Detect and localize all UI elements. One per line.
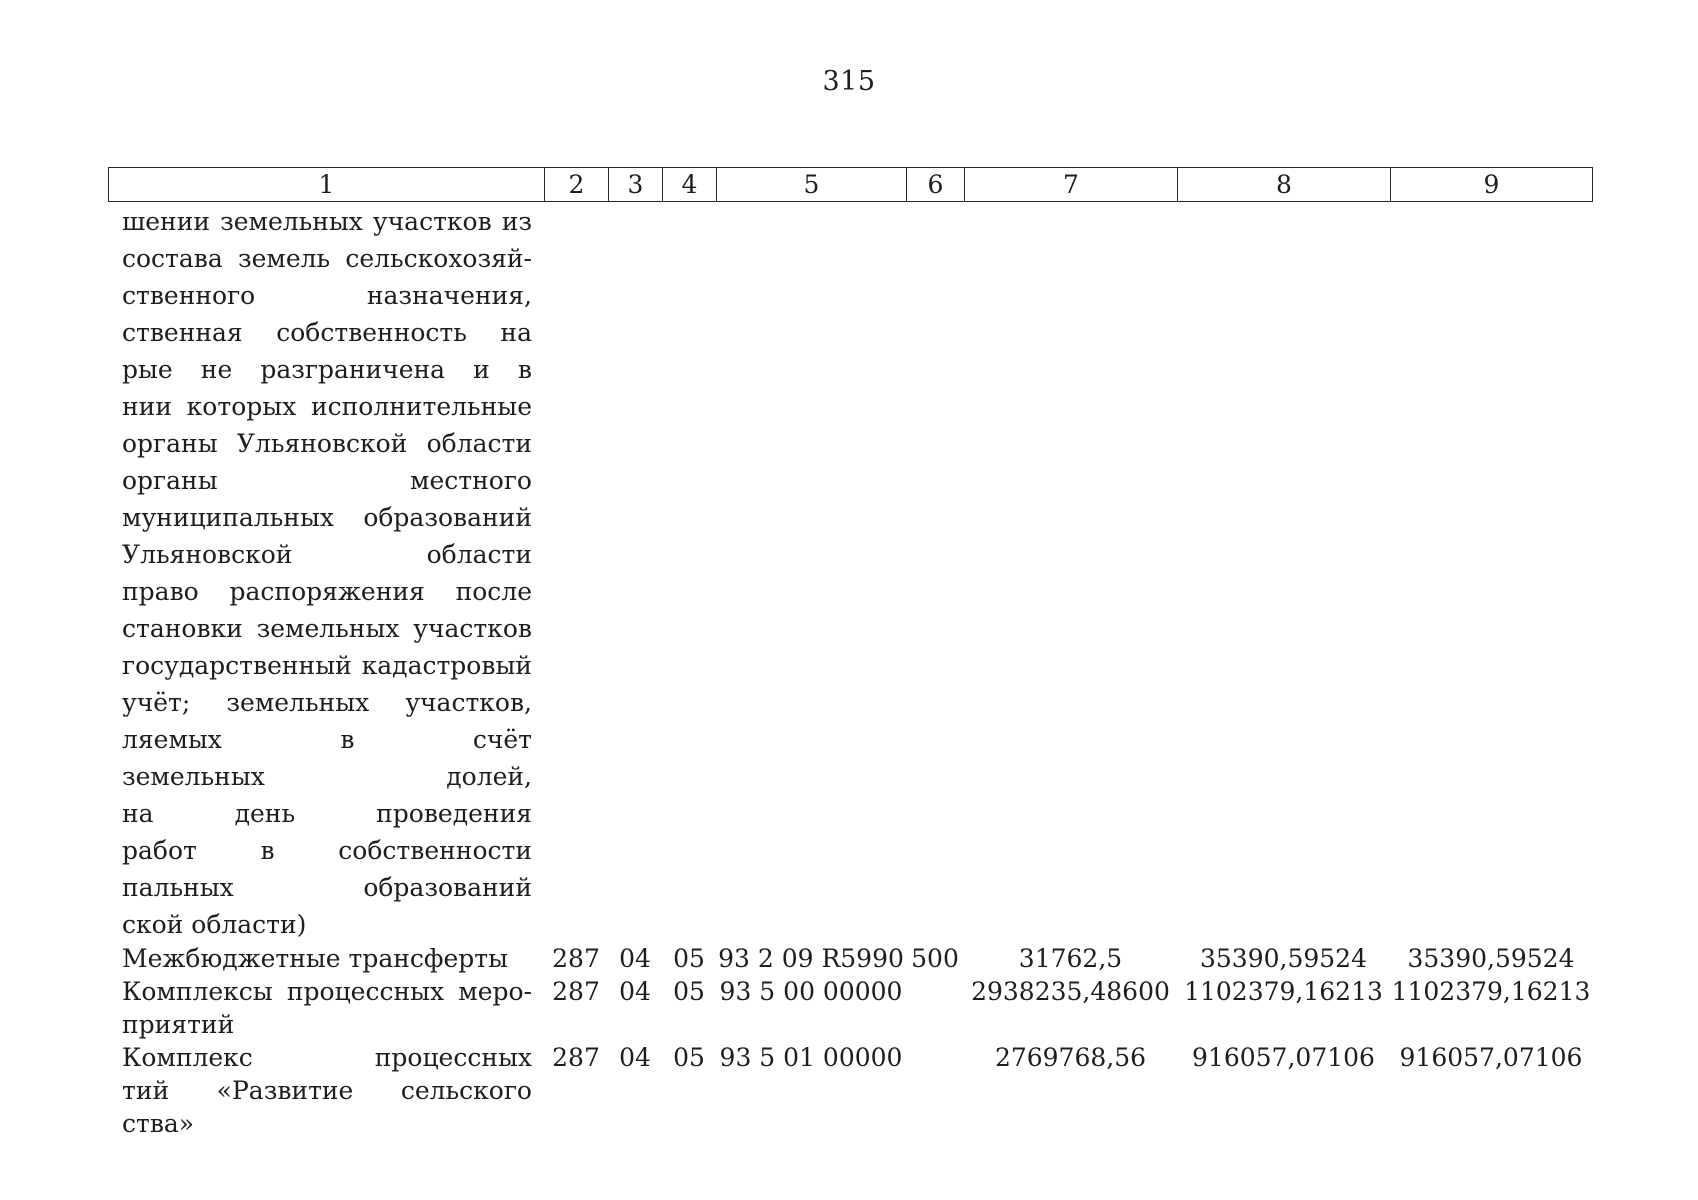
cell-amount-col7: 2769768,56 (994, 1043, 1147, 1072)
cell-ministry-code: 287 (552, 977, 600, 1006)
cell-amount-col8: 35390,59524 (1199, 944, 1367, 973)
cell-expense-type: 500 (911, 944, 959, 973)
cell-subsection: 05 (673, 977, 705, 1006)
text-line: нии которых исполнительные (122, 392, 532, 421)
text-line: пальных образований (122, 873, 532, 902)
row-name (108, 943, 544, 976)
table-row (108, 976, 1592, 1042)
cell-amount-col9: 1102379,16213 (1391, 977, 1591, 1006)
cell-amount-col7: 31762,5 (1018, 944, 1123, 973)
cell-amount-col8: 1102379,16213 (1184, 977, 1383, 1006)
text-line: учёт; земельных участков, (122, 688, 532, 717)
text-line: шении земельных участков из (122, 207, 532, 236)
cell-target-article: 93 5 01 00000 (719, 1043, 903, 1072)
cell-subsection: 05 (673, 1043, 705, 1072)
cell-target-article: 93 5 00 00000 (719, 977, 903, 1006)
row-name (108, 1042, 544, 1141)
text-line: Межбюджетные трансферты (122, 944, 509, 973)
cell-section: 04 (619, 944, 651, 973)
column-header-7: 7 (965, 168, 1178, 202)
text-line: органы Ульяновской области (122, 429, 532, 458)
text-line: ства» (122, 1109, 195, 1138)
row-name (108, 976, 544, 1042)
text-line: рые не разграничена и в (122, 355, 532, 384)
column-number-header (108, 167, 1593, 202)
column-header-5: 5 (717, 168, 907, 202)
column-header-8: 8 (1178, 168, 1391, 202)
text-line: Ульяновской области (122, 540, 532, 569)
cell-subsection: 05 (673, 944, 705, 973)
column-header-9: 9 (1391, 168, 1593, 202)
text-line: право распоряжения после (122, 577, 532, 606)
cell-ministry-code: 287 (552, 944, 600, 973)
column-header-6: 6 (907, 168, 965, 202)
text-line: органы местного (122, 466, 532, 495)
cell-target-article: 93 2 09 R5990 (718, 944, 904, 973)
text-line: на день проведения (122, 799, 532, 828)
cell-expense-type (906, 976, 964, 1042)
column-header-1: 1 (109, 168, 545, 202)
table-row (108, 943, 1592, 976)
text-line: ственная собственность на (122, 318, 532, 347)
text-line: Комплексы процессных меро- (122, 977, 532, 1006)
cell-amount-col8: 916057,07106 (1192, 1043, 1375, 1072)
page-number: 315 (822, 66, 876, 97)
table-row (108, 1042, 1592, 1141)
text-line: Комплекс процессных (122, 1043, 532, 1072)
text-line: становки земельных участков (122, 614, 532, 643)
text-line: ляемых в счёт (122, 725, 532, 754)
cell-ministry-code: 287 (552, 1043, 600, 1072)
cell-amount-col9: 35390,59524 (1407, 944, 1575, 973)
cell-amount-col9: 916057,07106 (1399, 1043, 1583, 1072)
cell-expense-type (906, 1042, 964, 1141)
text-line: приятий (122, 1010, 235, 1039)
text-line: земельных долей, (122, 762, 532, 791)
cell-amount-col7: 2938235,48600 (971, 977, 1170, 1006)
cell-section: 04 (619, 977, 651, 1006)
text-line: муниципальных образований (122, 503, 532, 532)
cell-section: 04 (619, 1043, 651, 1072)
column-header-3: 3 (609, 168, 663, 202)
column-header-2: 2 (545, 168, 609, 202)
continuation-text (108, 203, 544, 943)
budget-table-body (108, 203, 1592, 1141)
continuation-row (108, 203, 1592, 943)
text-line: работ в собственности (122, 836, 532, 865)
text-line: тий «Развитие сельского (122, 1076, 532, 1105)
text-line: ственного назначения, (122, 281, 532, 310)
text-line: состава земель сельскохозяй- (122, 244, 532, 273)
text-line: государственный кадастровый (122, 651, 532, 680)
column-header-4: 4 (663, 168, 717, 202)
text-line: ской области) (122, 910, 307, 939)
